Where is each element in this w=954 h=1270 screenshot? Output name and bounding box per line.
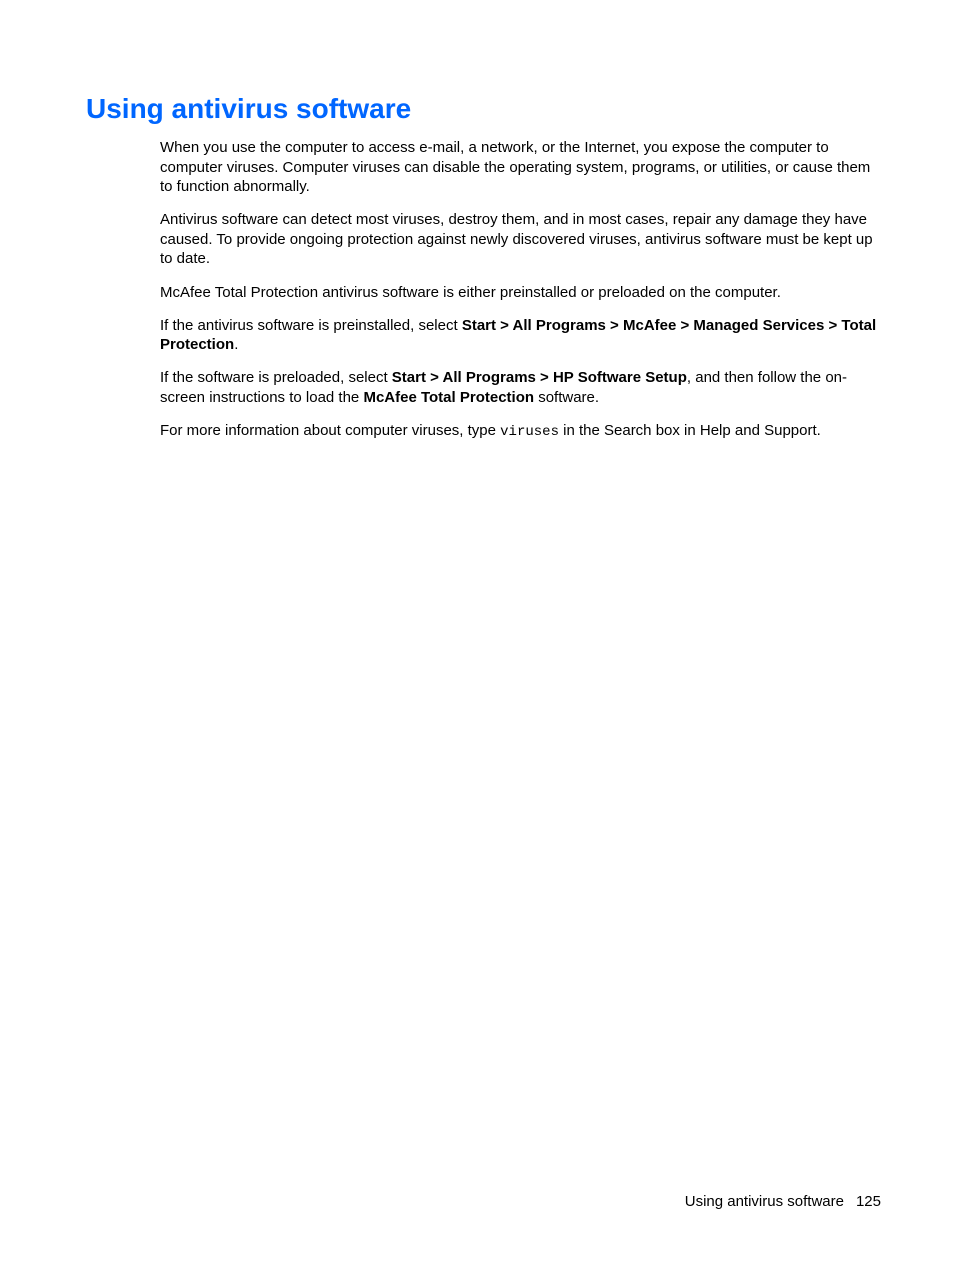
preinstalled-menu-path: Start > All Programs > McAfee > Managed Services > Total Protection <box>160 316 877 354</box>
more-info-tail-text: in the Search box in Help and Support. <box>558 422 821 440</box>
body-content <box>160 138 886 456</box>
preinstalled-tail-text: . <box>234 336 239 354</box>
more-info-lead-text: For more information about computer viruses, type <box>160 422 501 440</box>
preloaded-middle-text: , and then follow the on-screen instructions to load the <box>160 369 847 406</box>
footer-section-title: Using antivirus software <box>684 1193 844 1210</box>
paragraph-preloaded-instructions <box>160 368 886 407</box>
page-footer <box>685 1192 881 1212</box>
preloaded-product-name: McAfee Total Protection <box>363 388 535 406</box>
preinstalled-lead-text: If the antivirus software is preinstalled, select <box>160 316 462 334</box>
paragraph-mcafee-availability: McAfee Total Protection antivirus software is either preinstalled or preloaded on the computer. <box>160 283 781 301</box>
page-title: Using antivirus software <box>86 93 412 124</box>
paragraph-more-information <box>160 421 886 443</box>
search-term-code: viruses <box>500 424 559 441</box>
preloaded-tail-text: software. <box>534 388 600 406</box>
paragraph-preinstalled-instructions <box>160 316 886 355</box>
paragraph-virus-exposure: When you use the computer to access e-mail, a network, or the Internet, you expose the computer to computer viruses. Computer viruses can disable the operating system, programs, or utilities, or cause them to function abnormally. <box>160 139 871 196</box>
preloaded-lead-text: If the software is preloaded, select <box>160 369 392 387</box>
paragraph-antivirus-capabilities: Antivirus software can detect most viruses, destroy them, and in most cases, repair any damage they have caused. To provide ongoing protection against newly discovered viruses, antivirus software must be kept up to date. <box>160 211 873 268</box>
preloaded-menu-path: Start > All Programs > HP Software Setup <box>391 369 687 387</box>
footer-page-number: 125 <box>855 1193 881 1210</box>
